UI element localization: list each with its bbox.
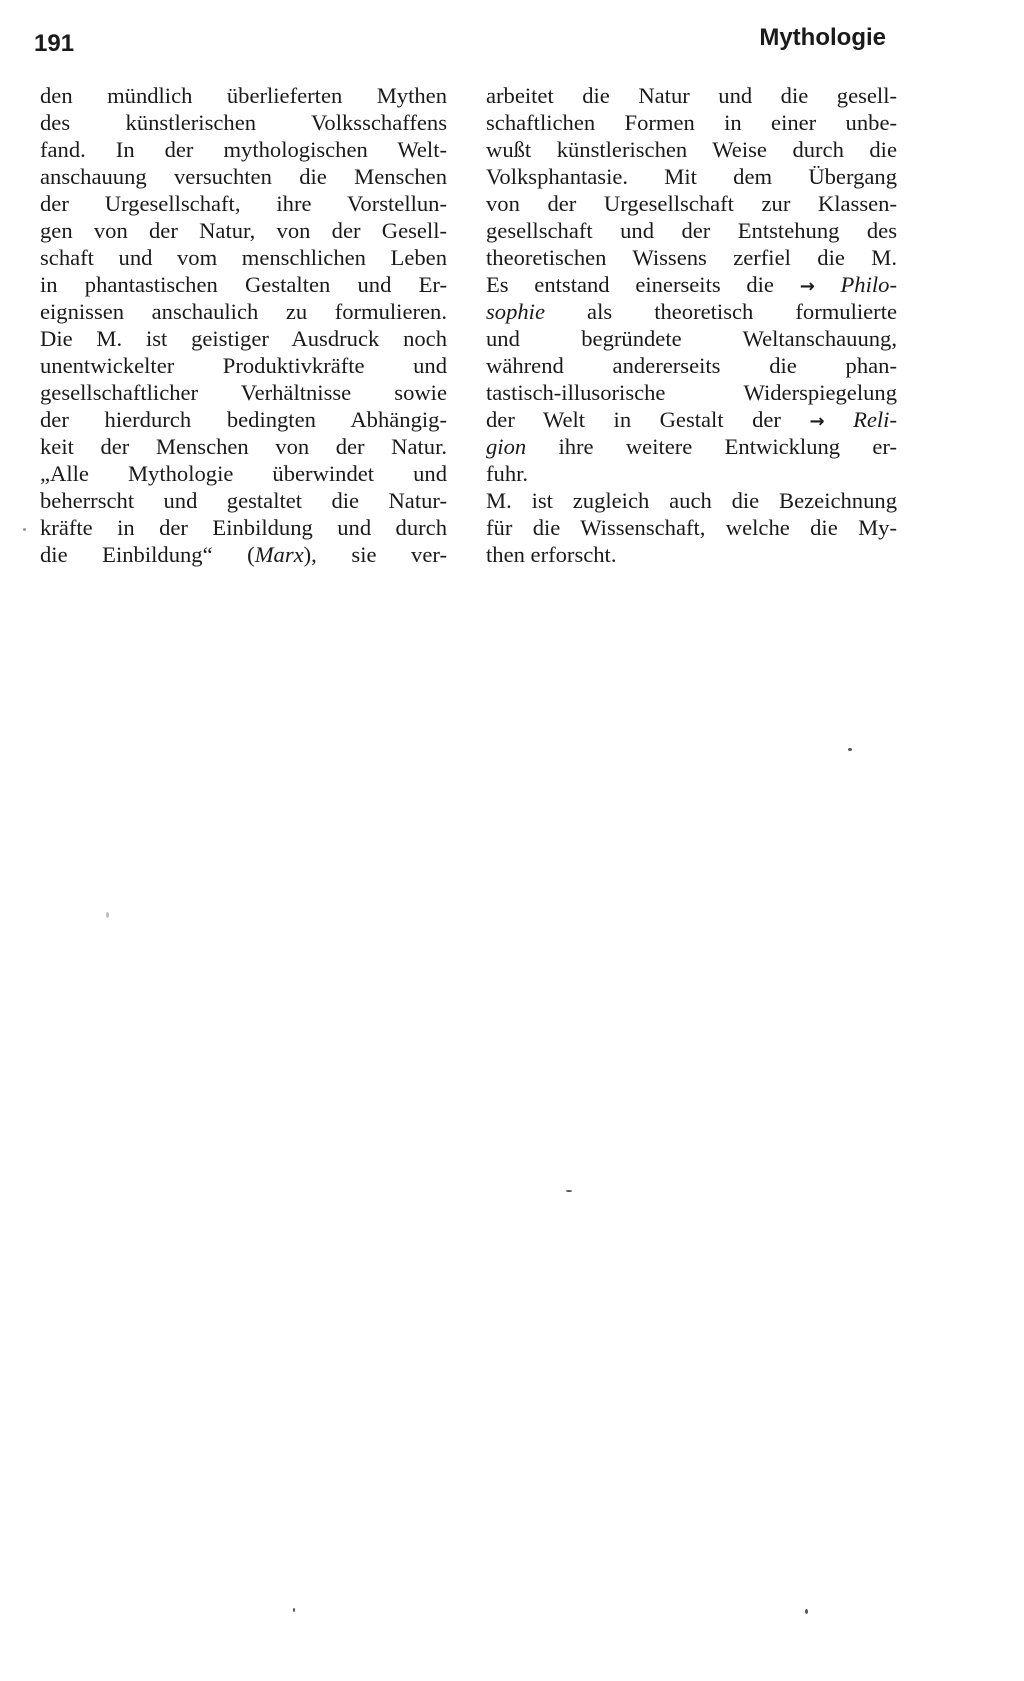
scan-speck (23, 528, 26, 531)
cross-reference-arrow-icon: → (799, 276, 815, 297)
text-line: schaft und vom menschlichen Leben (40, 245, 447, 270)
text-line: then erforscht. (486, 542, 617, 567)
scan-speck (805, 1609, 808, 1614)
right-column (486, 82, 897, 568)
text-line: gen von der Natur, von der Gesell- (40, 218, 447, 243)
text-line (486, 433, 897, 460)
text-line: Die M. ist geistiger Ausdruck noch (40, 326, 447, 351)
text-line: und begründete Weltanschauung, (486, 326, 897, 351)
text-line: des künstlerischen Volksschaffens (40, 110, 447, 135)
text-line (486, 298, 897, 325)
text-line: für die Wissenschaft, welche die My- (486, 515, 897, 540)
text-line: arbeitet die Natur und die gesell- (486, 83, 897, 108)
cross-reference-arrow-icon: → (809, 411, 825, 432)
text-segment: ), sie ver- (303, 542, 447, 567)
text-segment: als theoretisch formulierte (545, 299, 897, 324)
text-segment: Es entstand einerseits die (486, 272, 774, 297)
text-line: fuhr. (486, 461, 529, 486)
text-line: theoretischen Wissens zerfiel die M. (486, 245, 897, 270)
text-line (486, 271, 897, 298)
text-line: eignissen anschaulich zu formulieren. (40, 299, 447, 324)
text-line: unentwickelter Produktivkräfte und (40, 353, 447, 378)
cross-reference-religion-continued[interactable]: gion (486, 434, 527, 459)
text-segment: die Einbildung“ ( (40, 542, 255, 567)
text-line: gesellschaft und der Entstehung des (486, 218, 897, 243)
cross-reference-philosophie[interactable]: Philo- (840, 272, 897, 297)
text-line: keit der Menschen von der Natur. (40, 434, 447, 459)
text-line: anschauung versuchten die Menschen (40, 164, 447, 189)
page-number: 191 (34, 30, 75, 57)
text-line: wußt künstlerischen Weise durch die (486, 137, 897, 162)
text-line: gesellschaftlicher Verhältnisse sowie (40, 380, 447, 405)
cross-reference-religion[interactable]: Reli- (853, 407, 897, 432)
text-line: tastisch-illusorische Widerspiegelung (486, 380, 897, 405)
text-line: der hierdurch bedingten Abhängig- (40, 407, 447, 432)
text-line: in phantastischen Gestalten und Er- (40, 272, 447, 297)
text-segment: ihre weitere Entwicklung er- (526, 434, 897, 459)
scan-speck (566, 1190, 572, 1192)
text-line: beherrscht und gestaltet die Natur- (40, 488, 447, 513)
scan-speck (293, 1608, 295, 1612)
text-segment: der Welt in Gestalt der (486, 407, 781, 432)
scan-speck (848, 748, 852, 751)
text-line: „Alle Mythologie überwindet und (40, 461, 447, 486)
cross-reference-philosophie-continued[interactable]: sophie (486, 299, 545, 324)
text-line: von der Urgesellschaft zur Klassen- (486, 191, 897, 216)
text-line (40, 541, 447, 568)
text-line: fand. In der mythologischen Welt- (40, 137, 447, 162)
text-line: während andererseits die phan- (486, 353, 897, 378)
text-line: Volksphantasie. Mit dem Übergang (486, 164, 897, 189)
text-line: der Urgesellschaft, ihre Vorstellun- (40, 191, 447, 216)
text-line: schaftlichen Formen in einer unbe- (486, 110, 897, 135)
left-column (40, 82, 447, 568)
scan-speck (106, 912, 109, 918)
text-line: M. ist zugleich auch die Bezeichnung (486, 488, 897, 513)
running-head: Mythologie (759, 24, 886, 51)
text-line: kräfte in der Einbildung und durch (40, 515, 447, 540)
text-line (486, 406, 897, 433)
text-line: den mündlich überlieferten Mythen (40, 83, 447, 108)
citation-marx: Marx (254, 542, 304, 567)
